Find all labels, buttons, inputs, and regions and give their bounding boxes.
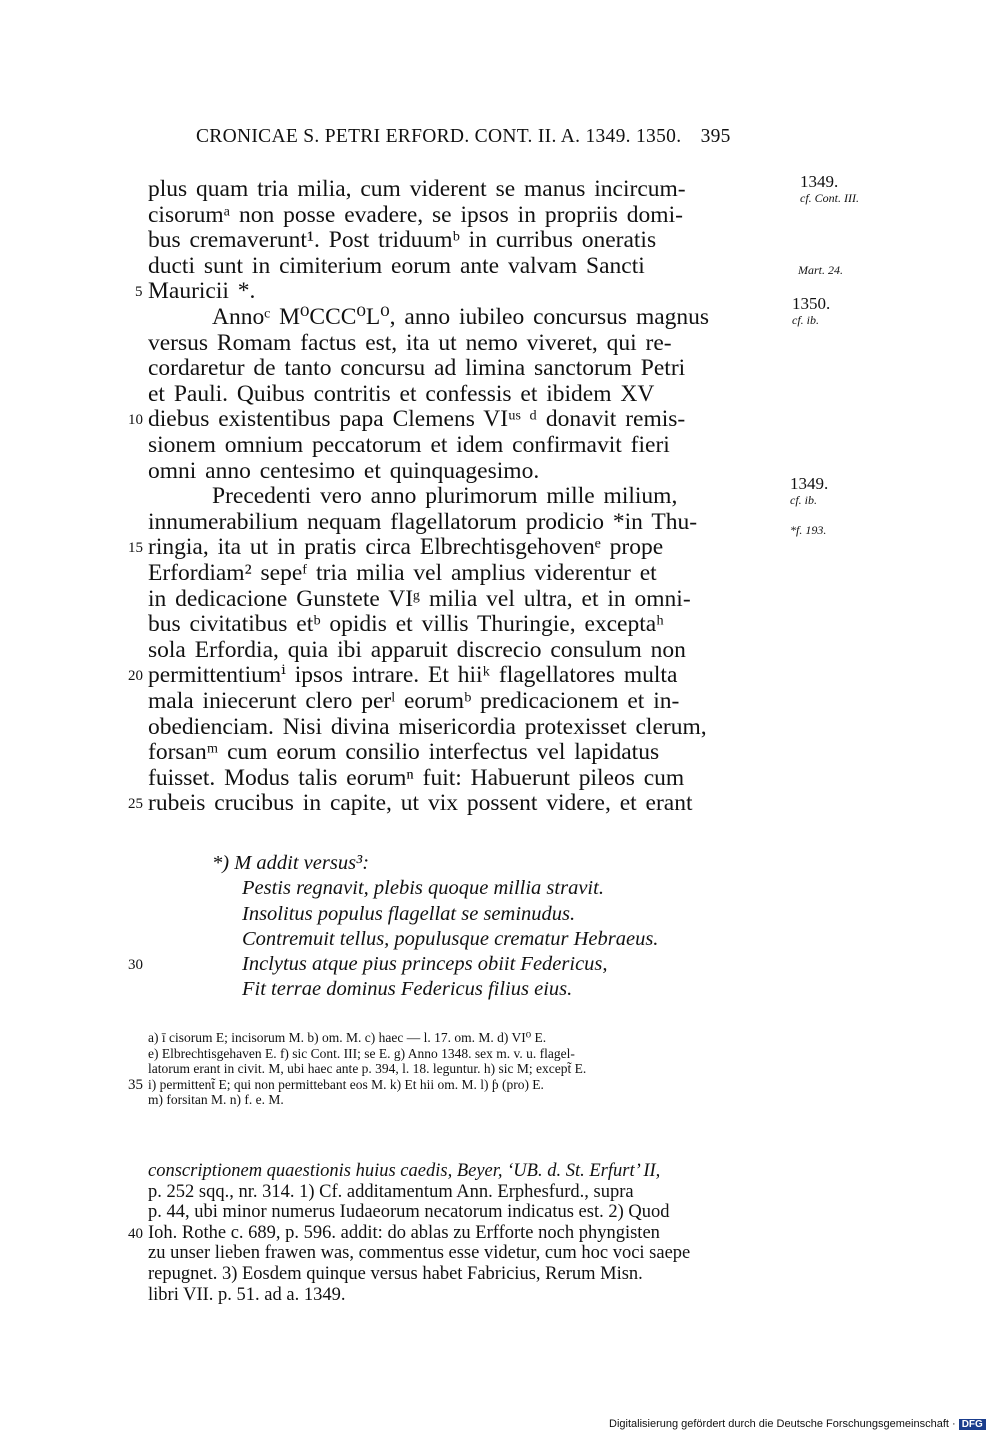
- line-number: 10: [128, 412, 143, 429]
- margin-ref: cf. ib.: [792, 313, 819, 327]
- running-title: CRONICAE S. PETRI ERFORD. CONT. II. A. 1349. 1350.: [196, 126, 682, 147]
- critical-note: a) ī cisorum E; incisorum M. b) om. M. c) haec — l. 17. om. M. d) VI⁰ E.: [148, 1030, 547, 1045]
- text-line: Annoᶜ M⁰CCC⁰L⁰, anno iubileo concursus magnus: [212, 304, 710, 330]
- text-line: fuisset. Modus talis eorumⁿ fuit: Habuerunt pileos cum: [148, 764, 685, 791]
- margin-note: [798, 262, 843, 278]
- margin-ref: *f. 193.: [790, 523, 827, 537]
- margin-year: 1350.: [792, 294, 831, 313]
- text-line: innumerabilium nequam flagellatorum prodicio *in Thu-: [148, 508, 698, 535]
- verse-line: Insolitus populus flagellat se seminudus.: [242, 903, 576, 925]
- margin-ref: cf. ib.: [790, 493, 817, 507]
- text-line: Mauricii *.: [148, 278, 256, 305]
- critical-note: i) permittent̃ E; qui non permittebant eos M. k) Et hii om. M. l) ƥ (pro) E.: [148, 1076, 544, 1092]
- dfg-logo: DFG: [959, 1419, 986, 1430]
- critical-note: e) Elbrechtisgehaven E. f) sic Cont. III; se E. g) Anno 1348. sex m. v. u. flagel-: [148, 1045, 575, 1061]
- footer-text: Digitalisierung gefördert durch die Deutsche Forschungsgemeinschaft ·: [609, 1418, 956, 1430]
- critical-note: m) forsitan M. n) f. e. M.: [148, 1092, 284, 1107]
- text-line: Precedenti vero anno plurimorum mille milium,: [212, 483, 678, 510]
- margin-note: [800, 174, 859, 206]
- text-line: ringia, ita ut in pratis circa Elbrechtisgehovenᵉ prope: [148, 534, 664, 561]
- text-line: Erfordiam² sepeᶠ tria milia vel amplius viderentur et: [148, 560, 657, 586]
- line-number: 5: [135, 284, 143, 301]
- text-line: sola Erfordia, quia ibi apparuit discrecio consulum non: [148, 636, 686, 663]
- line-number: 20: [128, 668, 143, 685]
- critical-note: latorum erant in civit. M, ubi haec ante p. 394, l. 18. leguntur. h) sic M; except̃ E.: [148, 1061, 587, 1076]
- verse-line: Pestis regnavit, plebis quoque millia stravit.: [242, 877, 604, 899]
- text-line: permittentiumⁱ ipsos intrare. Et hiiᵏ flagellatores multa: [148, 662, 678, 689]
- margin-year: 1349.: [790, 474, 829, 493]
- text-line: cisorumᵃ non posse evadere, se ipsos in propriis domi-: [148, 201, 683, 228]
- line-number: 30: [128, 957, 143, 973]
- margin-year: 1349.: [800, 172, 839, 191]
- text-line: omni anno centesimo et quinquagesimo.: [148, 457, 540, 484]
- text-line: et Pauli. Quibus contritis et confessis et ibidem XV: [148, 380, 655, 407]
- footnote-line: conscriptionem quaestionis huius caedis, Beyer, ‘UB. d. St. Erfurt’ II,: [148, 1161, 661, 1181]
- verse-line: Fit terrae dominus Federicus filius eius.: [242, 978, 573, 1000]
- footnote-line: zu unser lieben frawen was, commentus esse videtur, cum hoc voci saepe: [148, 1243, 691, 1264]
- footnote-line: p. 44, ubi minor numerus Iudaeorum necatorum indicatus est. 2) Quod: [148, 1202, 670, 1223]
- text-line: versus Romam factus est, ita ut nemo viveret, qui re-: [148, 329, 672, 356]
- line-number: 15: [128, 540, 143, 557]
- text-line: cordaretur de tanto concursu ad limina sanctorum Petri: [148, 355, 686, 382]
- margin-note: [790, 476, 828, 508]
- running-header: [196, 126, 731, 148]
- verse-line: Contremuit tellus, populusque crematur Hebraeus.: [242, 928, 659, 950]
- footer-credit: [609, 1418, 986, 1430]
- footnote-line: libri VII. p. 51. ad a. 1349.: [148, 1284, 346, 1305]
- line-number: 25: [128, 796, 143, 813]
- footnote-line: p. 252 sqq., nr. 314. 1) Cf. additamentum Ann. Erphesfurd., supra: [148, 1181, 634, 1202]
- margin-ref: cf. Cont. III.: [800, 191, 859, 205]
- text-line: bus civitatibus etᵇ opidis et villis Thuringie, exceptaʰ: [148, 611, 664, 638]
- text-line: rubeis crucibus in capite, ut vix possent videre, et erant: [148, 790, 693, 817]
- text-line: sionem omnium peccatorum et idem confirmavit fieri: [148, 432, 670, 458]
- verse-line: Inclytus atque pius princeps obiit Federicus,: [242, 953, 608, 975]
- footnote-line: Ioh. Rothe c. 689, p. 596. addit: do ablas zu Erfforte noch phyngisten: [148, 1222, 660, 1243]
- footnote-star-intro: *) M addit versus³:: [212, 852, 370, 874]
- text-line: obedienciam. Nisi divina misericordia protexisset clerum,: [148, 713, 707, 740]
- text-line: ducti sunt in cimiterium eorum ante valvam Sancti: [148, 252, 645, 279]
- text-line: plus quam tria milia, cum viderent se manus incircum-: [148, 176, 686, 202]
- page-number: 395: [700, 126, 731, 147]
- text-line: mala iniecerunt clero perˡ eorumᵇ predicacionem et in-: [148, 688, 680, 714]
- text-line: in dedicacione Gunstete VIᵍ milia vel ultra, et in omni-: [148, 585, 691, 612]
- margin-ref: Mart. 24.: [798, 263, 843, 277]
- text-line: diebus existentibus papa Clemens VIᵘˢ ᵈ donavit remis-: [148, 406, 686, 433]
- line-number: 35: [128, 1076, 143, 1093]
- text-line: bus cremaverunt¹. Post triduumᵇ in curribus oneratis: [148, 227, 657, 254]
- text-line: forsanᵐ cum eorum consilio interfectus vel lapidatus: [148, 739, 660, 766]
- line-number: 40: [128, 1225, 143, 1242]
- footnote-line: repugnet. 3) Eosdem quinque versus habet Fabricius, Rerum Misn.: [148, 1264, 643, 1284]
- margin-note: [792, 296, 830, 328]
- margin-note: [790, 522, 826, 538]
